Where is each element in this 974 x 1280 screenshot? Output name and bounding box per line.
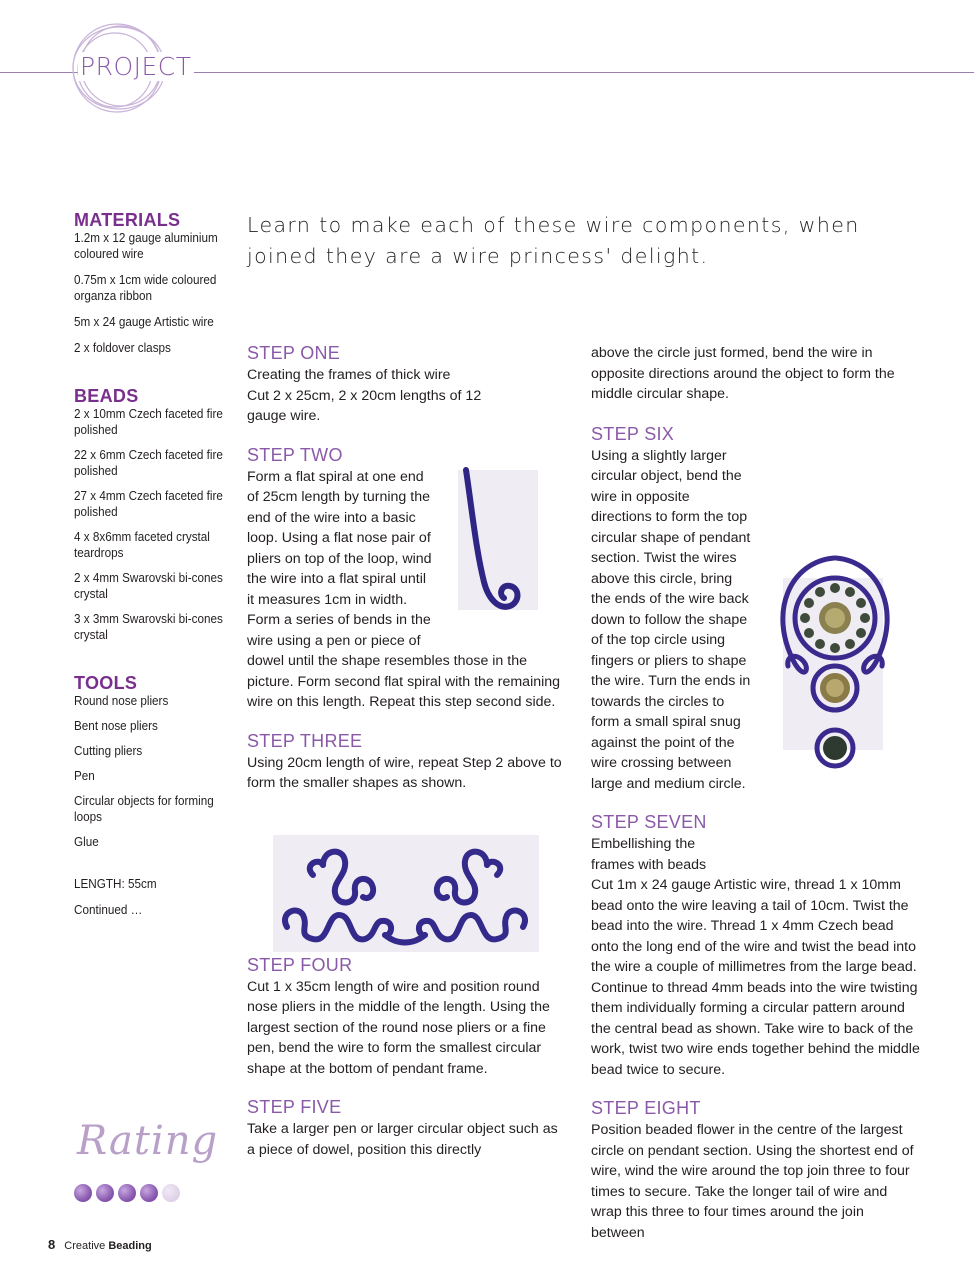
step-three-title: STEP THREE <box>247 730 363 751</box>
tools-item: Round nose pliers <box>74 693 169 708</box>
section-title: PROJECT <box>80 52 192 81</box>
length-info: LENGTH: 55cm <box>74 876 157 891</box>
materials-item: 1.2m x 12 gauge aluminium coloured wire <box>74 230 218 261</box>
beads-item: 22 x 6mm Czech faceted fire polished <box>74 447 223 478</box>
step-seven-text: Cut 1m x 24 gauge Artistic wire, thread 1 x 10mm bead onto the wire leaving a tail of 10cm. Twist the bead into the wire. Thread 1 x 4mm Czech bead onto the long end of the wire and twist the bead into the wire a couple of millimetres from the large bead. Continue to thread 4mm beads into the wire twisting them individually forming a circular pattern around the central bead as shown. Take wire to back of the work, twist two wire ends together behind the middle bead twice to secure. <box>591 877 920 1078</box>
rating-dot-filled <box>118 1184 136 1202</box>
step-four-text: Cut 1 x 35cm length of wire and position round nose pliers in the middle of the length. Using the largest section of the round nose pliers or a fine pen, bend the wire to form the smallest circular shape at the bottom of pendant frame. <box>247 978 550 1077</box>
rating-dot-empty <box>162 1184 180 1202</box>
beads-item: 4 x 8x6mm faceted crystal teardrops <box>74 529 210 560</box>
step-five-continued: above the circle just formed, bend the wire in opposite directions around the object to form the middle circular shape. <box>591 345 895 402</box>
step-seven-title: STEP SEVEN <box>591 812 707 832</box>
sidebar <box>74 210 234 928</box>
step-five-title: STEP FIVE <box>247 1097 342 1117</box>
beaded-pendant-image <box>770 552 900 782</box>
wire-spiral-image <box>458 470 538 620</box>
beads-item: 27 x 4mm Czech faceted fire polished <box>74 488 223 519</box>
beads-item: 3 x 3mm Swarovski bi-cones crystal <box>74 611 223 642</box>
step-two-title: STEP TWO <box>247 444 343 465</box>
step-six-title: STEP SIX <box>591 423 675 444</box>
beads-heading: BEADS <box>74 386 139 406</box>
beads-item: 2 x 4mm Swarovski bi-cones crystal <box>74 570 223 601</box>
materials-heading: MATERIALS <box>74 210 181 230</box>
brand-bold: Beading <box>108 1240 152 1252</box>
page-footer <box>48 1237 152 1252</box>
brand-plain: Creative <box>64 1240 106 1252</box>
step-four-title: STEP FOUR <box>247 954 353 975</box>
rating-word: Rating <box>77 1118 219 1164</box>
step-eight-text: Position beaded flower in the centre of the largest circle on pendant section. Using the shortest end of wire, wind the wire around the top join three to four times to secure. Take the longer tail of wire and wrap this three to four times around the join between <box>591 1122 914 1241</box>
rating-dots <box>74 1184 180 1202</box>
rating-label <box>77 1118 218 1164</box>
beads-item: 2 x 10mm Czech faceted fire polished <box>74 406 223 437</box>
continued-note: Continued … <box>74 902 143 917</box>
step-five-text: Take a larger pen or larger circular object such as a piece of dowel, position this directly <box>247 1121 558 1158</box>
rating-dot-filled <box>140 1184 158 1202</box>
materials-item: 5m x 24 gauge Artistic wire <box>74 314 214 329</box>
materials-item: 2 x foldover clasps <box>74 340 171 355</box>
step-six-body: Using a slightly larger circular object, bend the wire in opposite directions to form the top circular shape of pendant section. Twist the wires above this circle, bring the ends of the wire back down to follow the shape of the top circle using fingers or pliers to shape the wire. Turn the ends in towards the circles to form a small spiral snug against the point of the wire crossing between large and medium circle. <box>591 447 751 792</box>
step-three-text: Using 20cm length of wire, repeat Step 2 above to form the smaller shapes as shown. <box>247 754 562 791</box>
tools-item: Pen <box>74 768 95 783</box>
tools-item: Bent nose pliers <box>74 718 158 733</box>
rating-dot-filled <box>96 1184 114 1202</box>
tools-item: Cutting pliers <box>74 743 143 758</box>
instructions-column-2 <box>591 343 921 1243</box>
wire-scroll-shapes-image <box>273 835 539 952</box>
page-number: 8 <box>48 1237 56 1252</box>
step-one-subtitle: Creating the frames of thick wire <box>247 367 451 383</box>
step-two-body: Form a flat spiral at one end of 25cm length by turning the end of the wire into a basic loop. Using a flat nose pair of pliers on top of the loop, wind the wire into a flat spiral until it measures 1cm in width. Form a series of bends in the wire using a pen or piece of dowel until the shape resembles those in the picture. Form second flat spiral with the remaining wire on this length. Repeat this step second side. <box>247 468 561 710</box>
step-one-title: STEP ONE <box>247 343 341 363</box>
step-eight-title: STEP EIGHT <box>591 1098 701 1118</box>
intro-text: Learn to make each of these wire components, when joined they are a wire princess' delight. <box>247 213 860 268</box>
instructions-column-1 <box>247 342 567 1160</box>
tools-heading: TOOLS <box>74 673 138 693</box>
tools-item: Glue <box>74 834 99 849</box>
step-three-illustration <box>273 835 539 952</box>
step-seven-subtitle: Embellishing the frames with beads <box>591 836 707 873</box>
pendant-beads <box>800 583 870 760</box>
rating-dot-filled <box>74 1184 92 1202</box>
tools-item: Circular objects for forming loops <box>74 793 214 824</box>
step-one-text: Cut 2 x 25cm, 2 x 20cm lengths of 12 gauge wire. <box>247 387 482 424</box>
materials-item: 0.75m x 1cm wide coloured organza ribbon <box>74 272 217 303</box>
step-two-illustration <box>458 470 538 610</box>
